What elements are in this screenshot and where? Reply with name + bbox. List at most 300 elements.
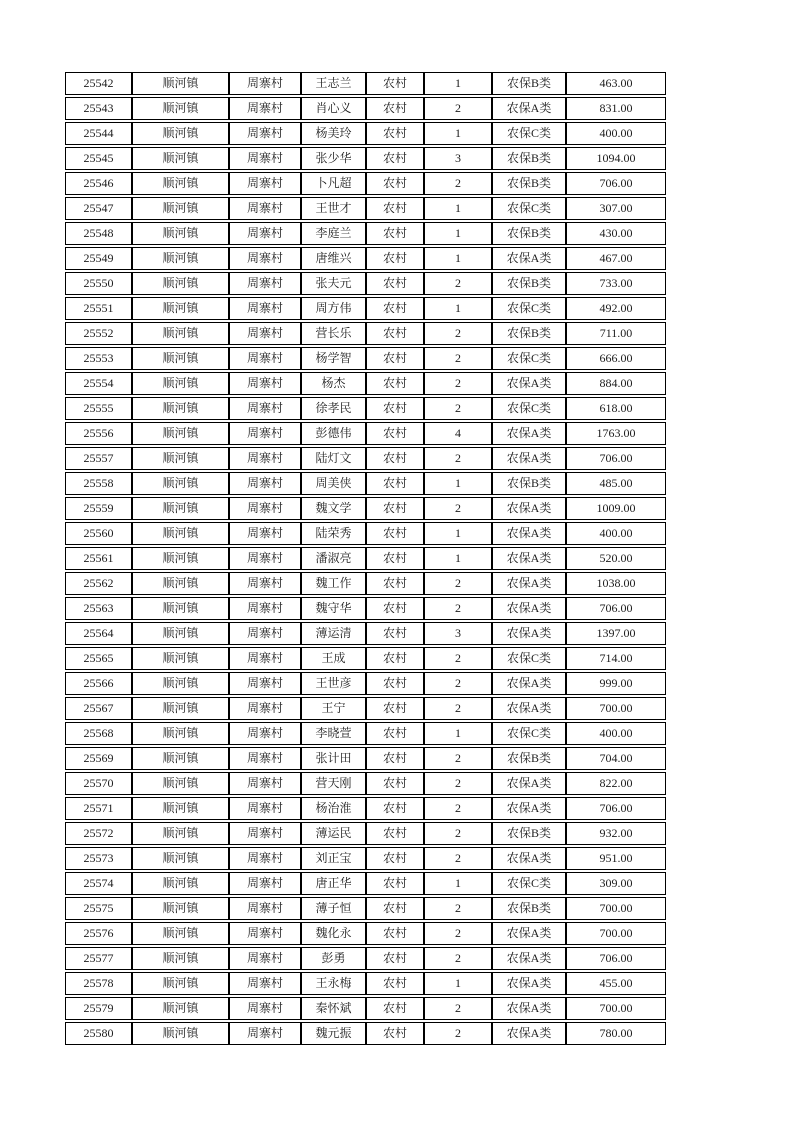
cell-residence-type: 农村 xyxy=(366,822,424,845)
cell-serial-number: 25556 xyxy=(65,422,132,445)
table-row xyxy=(65,472,666,495)
cell-person-name: 陆灯文 xyxy=(301,447,366,470)
cell-residence-type: 农村 xyxy=(366,97,424,120)
table-row xyxy=(65,97,666,120)
table-container xyxy=(65,70,666,1047)
cell-serial-number: 25544 xyxy=(65,122,132,145)
cell-serial-number: 25562 xyxy=(65,572,132,595)
cell-person-name: 彭勇 xyxy=(301,947,366,970)
cell-amount: 492.00 xyxy=(566,297,666,320)
cell-person-count: 2 xyxy=(424,822,492,845)
cell-village: 周寨村 xyxy=(229,822,301,845)
cell-residence-type: 农村 xyxy=(366,547,424,570)
cell-person-name: 张计田 xyxy=(301,747,366,770)
cell-town: 顺河镇 xyxy=(132,672,229,695)
cell-village: 周寨村 xyxy=(229,747,301,770)
cell-amount: 706.00 xyxy=(566,597,666,620)
cell-serial-number: 25574 xyxy=(65,872,132,895)
cell-village: 周寨村 xyxy=(229,697,301,720)
table-row xyxy=(65,772,666,795)
cell-serial-number: 25546 xyxy=(65,172,132,195)
cell-insurance-class: 农保A类 xyxy=(492,972,566,995)
cell-village: 周寨村 xyxy=(229,247,301,270)
cell-amount: 618.00 xyxy=(566,397,666,420)
cell-village: 周寨村 xyxy=(229,897,301,920)
table-row xyxy=(65,447,666,470)
cell-residence-type: 农村 xyxy=(366,372,424,395)
cell-village: 周寨村 xyxy=(229,372,301,395)
cell-village: 周寨村 xyxy=(229,597,301,620)
cell-insurance-class: 农保A类 xyxy=(492,447,566,470)
cell-residence-type: 农村 xyxy=(366,847,424,870)
table-row xyxy=(65,647,666,670)
cell-village: 周寨村 xyxy=(229,722,301,745)
cell-insurance-class: 农保A类 xyxy=(492,247,566,270)
cell-residence-type: 农村 xyxy=(366,922,424,945)
cell-serial-number: 25571 xyxy=(65,797,132,820)
cell-insurance-class: 农保A类 xyxy=(492,547,566,570)
cell-person-name: 李庭兰 xyxy=(301,222,366,245)
cell-amount: 463.00 xyxy=(566,72,666,95)
table-row xyxy=(65,397,666,420)
cell-village: 周寨村 xyxy=(229,297,301,320)
table-row xyxy=(65,122,666,145)
cell-amount: 884.00 xyxy=(566,372,666,395)
cell-insurance-class: 农保A类 xyxy=(492,997,566,1020)
cell-person-name: 卜凡超 xyxy=(301,172,366,195)
cell-town: 顺河镇 xyxy=(132,697,229,720)
cell-person-name: 营天刚 xyxy=(301,772,366,795)
cell-serial-number: 25580 xyxy=(65,1022,132,1045)
cell-insurance-class: 农保A类 xyxy=(492,97,566,120)
cell-residence-type: 农村 xyxy=(366,747,424,770)
cell-town: 顺河镇 xyxy=(132,747,229,770)
cell-town: 顺河镇 xyxy=(132,247,229,270)
cell-person-count: 2 xyxy=(424,1022,492,1045)
cell-town: 顺河镇 xyxy=(132,547,229,570)
table-row xyxy=(65,497,666,520)
table-row xyxy=(65,572,666,595)
cell-town: 顺河镇 xyxy=(132,597,229,620)
cell-village: 周寨村 xyxy=(229,122,301,145)
cell-village: 周寨村 xyxy=(229,947,301,970)
table-row xyxy=(65,247,666,270)
cell-village: 周寨村 xyxy=(229,272,301,295)
cell-village: 周寨村 xyxy=(229,572,301,595)
cell-village: 周寨村 xyxy=(229,847,301,870)
cell-residence-type: 农村 xyxy=(366,772,424,795)
cell-amount: 700.00 xyxy=(566,922,666,945)
cell-residence-type: 农村 xyxy=(366,147,424,170)
cell-village: 周寨村 xyxy=(229,872,301,895)
cell-insurance-class: 农保A类 xyxy=(492,497,566,520)
cell-insurance-class: 农保A类 xyxy=(492,672,566,695)
cell-insurance-class: 农保B类 xyxy=(492,472,566,495)
cell-insurance-class: 农保C类 xyxy=(492,872,566,895)
table-row xyxy=(65,197,666,220)
cell-insurance-class: 农保B类 xyxy=(492,897,566,920)
cell-serial-number: 25554 xyxy=(65,372,132,395)
cell-serial-number: 25555 xyxy=(65,397,132,420)
cell-residence-type: 农村 xyxy=(366,597,424,620)
cell-town: 顺河镇 xyxy=(132,572,229,595)
cell-person-name: 潘淑亮 xyxy=(301,547,366,570)
cell-town: 顺河镇 xyxy=(132,447,229,470)
cell-person-count: 2 xyxy=(424,847,492,870)
cell-person-count: 4 xyxy=(424,422,492,445)
cell-village: 周寨村 xyxy=(229,347,301,370)
cell-insurance-class: 农保C类 xyxy=(492,722,566,745)
cell-person-name: 杨治淮 xyxy=(301,797,366,820)
cell-town: 顺河镇 xyxy=(132,122,229,145)
cell-person-name: 张少华 xyxy=(301,147,366,170)
cell-person-name: 唐维兴 xyxy=(301,247,366,270)
cell-residence-type: 农村 xyxy=(366,122,424,145)
table-row xyxy=(65,72,666,95)
cell-town: 顺河镇 xyxy=(132,222,229,245)
cell-amount: 1038.00 xyxy=(566,572,666,595)
cell-residence-type: 农村 xyxy=(366,197,424,220)
cell-insurance-class: 农保A类 xyxy=(492,1022,566,1045)
cell-insurance-class: 农保B类 xyxy=(492,222,566,245)
cell-person-count: 2 xyxy=(424,347,492,370)
cell-person-count: 1 xyxy=(424,872,492,895)
cell-person-name: 周美侠 xyxy=(301,472,366,495)
cell-insurance-class: 农保A类 xyxy=(492,772,566,795)
cell-village: 周寨村 xyxy=(229,997,301,1020)
cell-insurance-class: 农保C类 xyxy=(492,647,566,670)
cell-insurance-class: 农保C类 xyxy=(492,397,566,420)
cell-town: 顺河镇 xyxy=(132,922,229,945)
cell-person-count: 2 xyxy=(424,172,492,195)
cell-person-name: 杨学智 xyxy=(301,347,366,370)
table-row xyxy=(65,797,666,820)
cell-amount: 309.00 xyxy=(566,872,666,895)
cell-serial-number: 25570 xyxy=(65,772,132,795)
cell-amount: 704.00 xyxy=(566,747,666,770)
cell-amount: 714.00 xyxy=(566,647,666,670)
cell-town: 顺河镇 xyxy=(132,297,229,320)
cell-insurance-class: 农保A类 xyxy=(492,422,566,445)
cell-town: 顺河镇 xyxy=(132,372,229,395)
cell-serial-number: 25543 xyxy=(65,97,132,120)
cell-person-count: 2 xyxy=(424,397,492,420)
cell-person-name: 魏化永 xyxy=(301,922,366,945)
cell-town: 顺河镇 xyxy=(132,497,229,520)
cell-town: 顺河镇 xyxy=(132,1022,229,1045)
cell-serial-number: 25568 xyxy=(65,722,132,745)
cell-amount: 822.00 xyxy=(566,772,666,795)
cell-amount: 400.00 xyxy=(566,722,666,745)
cell-insurance-class: 农保B类 xyxy=(492,322,566,345)
cell-town: 顺河镇 xyxy=(132,847,229,870)
cell-town: 顺河镇 xyxy=(132,972,229,995)
cell-serial-number: 25573 xyxy=(65,847,132,870)
cell-amount: 307.00 xyxy=(566,197,666,220)
cell-residence-type: 农村 xyxy=(366,1022,424,1045)
cell-amount: 1009.00 xyxy=(566,497,666,520)
cell-town: 顺河镇 xyxy=(132,397,229,420)
cell-serial-number: 25565 xyxy=(65,647,132,670)
cell-person-name: 王世才 xyxy=(301,197,366,220)
cell-town: 顺河镇 xyxy=(132,947,229,970)
cell-amount: 455.00 xyxy=(566,972,666,995)
table-row xyxy=(65,372,666,395)
cell-person-name: 唐正华 xyxy=(301,872,366,895)
cell-serial-number: 25578 xyxy=(65,972,132,995)
cell-insurance-class: 农保A类 xyxy=(492,572,566,595)
cell-residence-type: 农村 xyxy=(366,622,424,645)
table-row xyxy=(65,172,666,195)
cell-person-name: 王世彦 xyxy=(301,672,366,695)
cell-serial-number: 25559 xyxy=(65,497,132,520)
cell-serial-number: 25576 xyxy=(65,922,132,945)
cell-person-count: 2 xyxy=(424,997,492,1020)
cell-amount: 999.00 xyxy=(566,672,666,695)
cell-amount: 485.00 xyxy=(566,472,666,495)
payment-record-table xyxy=(65,70,666,1047)
cell-person-count: 1 xyxy=(424,472,492,495)
cell-village: 周寨村 xyxy=(229,147,301,170)
cell-person-count: 2 xyxy=(424,447,492,470)
cell-amount: 1763.00 xyxy=(566,422,666,445)
cell-amount: 932.00 xyxy=(566,822,666,845)
cell-village: 周寨村 xyxy=(229,172,301,195)
cell-insurance-class: 农保B类 xyxy=(492,822,566,845)
cell-insurance-class: 农保B类 xyxy=(492,72,566,95)
cell-serial-number: 25557 xyxy=(65,447,132,470)
cell-person-count: 2 xyxy=(424,497,492,520)
cell-serial-number: 25553 xyxy=(65,347,132,370)
cell-amount: 700.00 xyxy=(566,897,666,920)
cell-amount: 666.00 xyxy=(566,347,666,370)
cell-residence-type: 农村 xyxy=(366,297,424,320)
cell-person-count: 1 xyxy=(424,197,492,220)
table-body xyxy=(65,72,666,1045)
cell-residence-type: 农村 xyxy=(366,722,424,745)
cell-village: 周寨村 xyxy=(229,1022,301,1045)
cell-residence-type: 农村 xyxy=(366,422,424,445)
cell-person-name: 周方伟 xyxy=(301,297,366,320)
cell-village: 周寨村 xyxy=(229,322,301,345)
cell-person-count: 1 xyxy=(424,722,492,745)
cell-serial-number: 25572 xyxy=(65,822,132,845)
cell-person-count: 1 xyxy=(424,222,492,245)
cell-person-name: 王宁 xyxy=(301,697,366,720)
cell-village: 周寨村 xyxy=(229,222,301,245)
cell-serial-number: 25547 xyxy=(65,197,132,220)
cell-insurance-class: 农保A类 xyxy=(492,847,566,870)
cell-serial-number: 25564 xyxy=(65,622,132,645)
cell-person-name: 徐孝民 xyxy=(301,397,366,420)
cell-serial-number: 25550 xyxy=(65,272,132,295)
cell-insurance-class: 农保A类 xyxy=(492,922,566,945)
cell-amount: 700.00 xyxy=(566,997,666,1020)
cell-person-count: 1 xyxy=(424,297,492,320)
cell-insurance-class: 农保C类 xyxy=(492,297,566,320)
cell-insurance-class: 农保C类 xyxy=(492,197,566,220)
cell-insurance-class: 农保B类 xyxy=(492,172,566,195)
cell-town: 顺河镇 xyxy=(132,97,229,120)
cell-person-name: 王永梅 xyxy=(301,972,366,995)
cell-town: 顺河镇 xyxy=(132,522,229,545)
table-row xyxy=(65,622,666,645)
cell-person-name: 薄运民 xyxy=(301,822,366,845)
cell-serial-number: 25563 xyxy=(65,597,132,620)
cell-person-name: 魏守华 xyxy=(301,597,366,620)
cell-serial-number: 25567 xyxy=(65,697,132,720)
cell-insurance-class: 农保A类 xyxy=(492,947,566,970)
table-row xyxy=(65,672,666,695)
cell-person-count: 3 xyxy=(424,147,492,170)
cell-village: 周寨村 xyxy=(229,772,301,795)
cell-person-name: 魏工作 xyxy=(301,572,366,595)
cell-person-count: 2 xyxy=(424,697,492,720)
cell-person-count: 1 xyxy=(424,547,492,570)
cell-person-count: 2 xyxy=(424,672,492,695)
cell-residence-type: 农村 xyxy=(366,972,424,995)
cell-person-count: 2 xyxy=(424,947,492,970)
cell-person-count: 1 xyxy=(424,972,492,995)
cell-serial-number: 25575 xyxy=(65,897,132,920)
cell-insurance-class: 农保A类 xyxy=(492,522,566,545)
cell-residence-type: 农村 xyxy=(366,522,424,545)
cell-town: 顺河镇 xyxy=(132,722,229,745)
table-row xyxy=(65,547,666,570)
cell-village: 周寨村 xyxy=(229,72,301,95)
cell-person-name: 彭德伟 xyxy=(301,422,366,445)
cell-village: 周寨村 xyxy=(229,447,301,470)
cell-town: 顺河镇 xyxy=(132,997,229,1020)
cell-serial-number: 25551 xyxy=(65,297,132,320)
cell-village: 周寨村 xyxy=(229,497,301,520)
cell-residence-type: 农村 xyxy=(366,672,424,695)
cell-amount: 1397.00 xyxy=(566,622,666,645)
cell-person-name: 魏文学 xyxy=(301,497,366,520)
table-row xyxy=(65,1022,666,1045)
table-row xyxy=(65,997,666,1020)
cell-village: 周寨村 xyxy=(229,97,301,120)
cell-person-name: 魏元振 xyxy=(301,1022,366,1045)
cell-person-count: 2 xyxy=(424,772,492,795)
cell-insurance-class: 农保A类 xyxy=(492,622,566,645)
cell-person-count: 2 xyxy=(424,572,492,595)
cell-town: 顺河镇 xyxy=(132,647,229,670)
cell-amount: 706.00 xyxy=(566,172,666,195)
table-row xyxy=(65,872,666,895)
cell-amount: 951.00 xyxy=(566,847,666,870)
cell-person-count: 2 xyxy=(424,647,492,670)
cell-town: 顺河镇 xyxy=(132,197,229,220)
cell-serial-number: 25561 xyxy=(65,547,132,570)
cell-residence-type: 农村 xyxy=(366,997,424,1020)
cell-insurance-class: 农保C类 xyxy=(492,347,566,370)
cell-residence-type: 农村 xyxy=(366,472,424,495)
cell-village: 周寨村 xyxy=(229,397,301,420)
table-row xyxy=(65,222,666,245)
cell-amount: 1094.00 xyxy=(566,147,666,170)
cell-village: 周寨村 xyxy=(229,647,301,670)
cell-person-count: 1 xyxy=(424,122,492,145)
cell-village: 周寨村 xyxy=(229,422,301,445)
cell-residence-type: 农村 xyxy=(366,347,424,370)
cell-residence-type: 农村 xyxy=(366,247,424,270)
cell-town: 顺河镇 xyxy=(132,422,229,445)
cell-town: 顺河镇 xyxy=(132,322,229,345)
cell-amount: 520.00 xyxy=(566,547,666,570)
cell-town: 顺河镇 xyxy=(132,822,229,845)
cell-village: 周寨村 xyxy=(229,522,301,545)
cell-person-count: 3 xyxy=(424,622,492,645)
cell-residence-type: 农村 xyxy=(366,872,424,895)
cell-amount: 467.00 xyxy=(566,247,666,270)
cell-serial-number: 25548 xyxy=(65,222,132,245)
cell-serial-number: 25545 xyxy=(65,147,132,170)
table-row xyxy=(65,297,666,320)
cell-serial-number: 25560 xyxy=(65,522,132,545)
cell-person-name: 张夫元 xyxy=(301,272,366,295)
cell-residence-type: 农村 xyxy=(366,647,424,670)
cell-residence-type: 农村 xyxy=(366,897,424,920)
table-row xyxy=(65,597,666,620)
cell-town: 顺河镇 xyxy=(132,272,229,295)
cell-village: 周寨村 xyxy=(229,972,301,995)
cell-person-name: 王志兰 xyxy=(301,72,366,95)
cell-amount: 711.00 xyxy=(566,322,666,345)
cell-person-count: 2 xyxy=(424,97,492,120)
cell-amount: 706.00 xyxy=(566,797,666,820)
cell-town: 顺河镇 xyxy=(132,147,229,170)
cell-person-name: 刘正宝 xyxy=(301,847,366,870)
cell-person-name: 杨杰 xyxy=(301,372,366,395)
cell-residence-type: 农村 xyxy=(366,272,424,295)
cell-serial-number: 25569 xyxy=(65,747,132,770)
cell-amount: 733.00 xyxy=(566,272,666,295)
cell-residence-type: 农村 xyxy=(366,172,424,195)
cell-amount: 706.00 xyxy=(566,447,666,470)
cell-person-name: 薄运清 xyxy=(301,622,366,645)
cell-serial-number: 25579 xyxy=(65,997,132,1020)
cell-person-name: 肖心义 xyxy=(301,97,366,120)
cell-residence-type: 农村 xyxy=(366,572,424,595)
cell-person-count: 1 xyxy=(424,72,492,95)
cell-amount: 831.00 xyxy=(566,97,666,120)
cell-serial-number: 25577 xyxy=(65,947,132,970)
cell-person-name: 杨美玲 xyxy=(301,122,366,145)
cell-person-count: 2 xyxy=(424,797,492,820)
cell-amount: 706.00 xyxy=(566,947,666,970)
cell-village: 周寨村 xyxy=(229,622,301,645)
cell-village: 周寨村 xyxy=(229,797,301,820)
cell-town: 顺河镇 xyxy=(132,872,229,895)
cell-amount: 400.00 xyxy=(566,522,666,545)
cell-town: 顺河镇 xyxy=(132,472,229,495)
cell-town: 顺河镇 xyxy=(132,622,229,645)
cell-amount: 700.00 xyxy=(566,697,666,720)
cell-town: 顺河镇 xyxy=(132,772,229,795)
cell-amount: 430.00 xyxy=(566,222,666,245)
cell-residence-type: 农村 xyxy=(366,947,424,970)
cell-town: 顺河镇 xyxy=(132,172,229,195)
cell-amount: 400.00 xyxy=(566,122,666,145)
cell-residence-type: 农村 xyxy=(366,447,424,470)
cell-insurance-class: 农保A类 xyxy=(492,597,566,620)
cell-residence-type: 农村 xyxy=(366,322,424,345)
cell-residence-type: 农村 xyxy=(366,697,424,720)
cell-person-count: 1 xyxy=(424,247,492,270)
cell-village: 周寨村 xyxy=(229,472,301,495)
table-row xyxy=(65,422,666,445)
